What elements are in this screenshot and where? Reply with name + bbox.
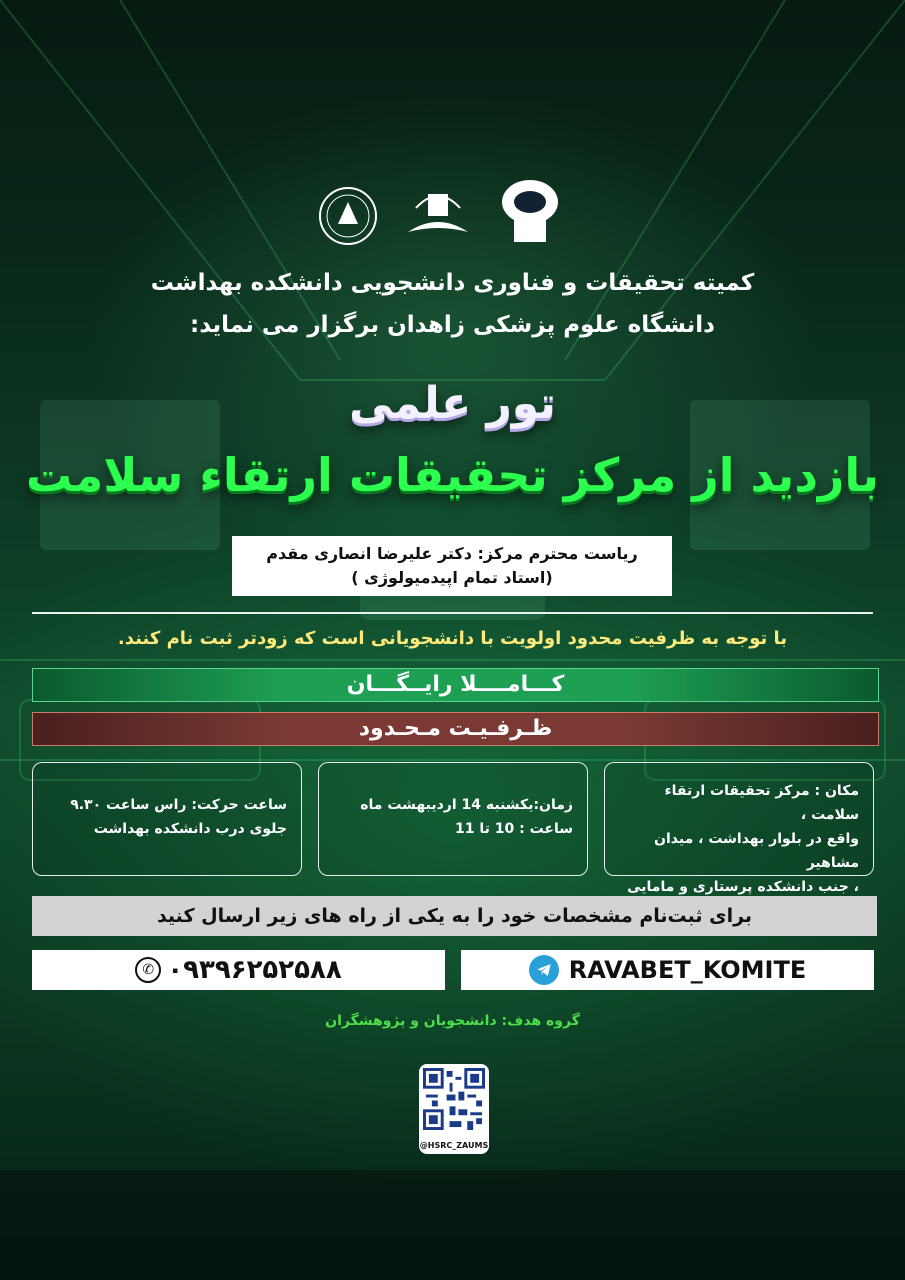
time-card — [318, 762, 588, 876]
organizer-line-1: کمیته تحقیقات و فناوری دانشجویی دانشکده بهداشت — [150, 270, 755, 296]
phone-number: ۰۹۳۹۶۲۵۲۵۸۸ — [167, 955, 342, 985]
event-main-title: بازدید از مرکز تحقیقات ارتقاء سلامت — [26, 448, 879, 502]
ministry-logo — [408, 194, 468, 232]
center-head-name: ریاست محترم مرکز: دکتر علیرضا انصاری مقدم — [266, 544, 638, 563]
header-logos — [316, 172, 566, 262]
event-type-title: تور علمی — [349, 378, 556, 429]
time-line-2: ساعت : 10 تا 11 — [455, 821, 573, 837]
priority-note: با توجه به ظرفیت محدود اولویت با دانشجویانی است که زودتر ثبت نام کنند. — [117, 628, 788, 649]
free-badge: کـــامــــلا رایــگـــان — [32, 668, 879, 702]
target-group: گروه هدف: دانشجویان و پژوهشگران — [325, 1013, 580, 1029]
departure-line-2: جلوی درب دانشکده بهداشت — [93, 821, 287, 837]
qr-code — [423, 1068, 485, 1130]
telegram-contact[interactable] — [461, 950, 874, 990]
telegram-icon — [529, 955, 559, 985]
location-line-2: واقع در بلوار بهداشت ، میدان مشاهیر — [654, 831, 859, 871]
divider — [32, 612, 873, 614]
organizer-line-2: دانشگاه علوم پزشکی زاهدان برگزار می نماید: — [190, 312, 715, 338]
departure-card — [32, 762, 302, 876]
phone-icon: ✆ — [135, 957, 161, 983]
registration-note: برای ثبت‌نام مشخصات خود را به یکی از راه های زیر ارسال کنید — [32, 896, 877, 936]
committee-logo — [502, 180, 558, 242]
telegram-handle: RAVABET_KOMITE — [568, 956, 807, 984]
location-card — [604, 762, 874, 895]
university-seal-logo — [320, 188, 376, 244]
location-line-1: مکان : مرکز تحقیقات ارتقاء سلامت ، — [664, 783, 859, 823]
phone-contact[interactable] — [32, 950, 445, 990]
location-line-3: ، جنب دانشکده پرستاری و مامایی — [627, 879, 859, 895]
center-head-box — [232, 536, 672, 596]
center-head-title: (استاد تمام اپیدمیولوژی ) — [351, 568, 553, 587]
qr-handle: @HSRC_ZAUMS — [419, 1141, 489, 1150]
qr-code-card[interactable] — [419, 1064, 489, 1154]
limited-capacity-badge: ظـرفـیـت مـحـدود — [32, 712, 879, 746]
time-line-1: زمان:یکشنبه 14 اردیبهشت ماه — [360, 797, 573, 813]
departure-line-1: ساعت حرکت: راس ساعت ۹.۳۰ — [70, 797, 287, 813]
